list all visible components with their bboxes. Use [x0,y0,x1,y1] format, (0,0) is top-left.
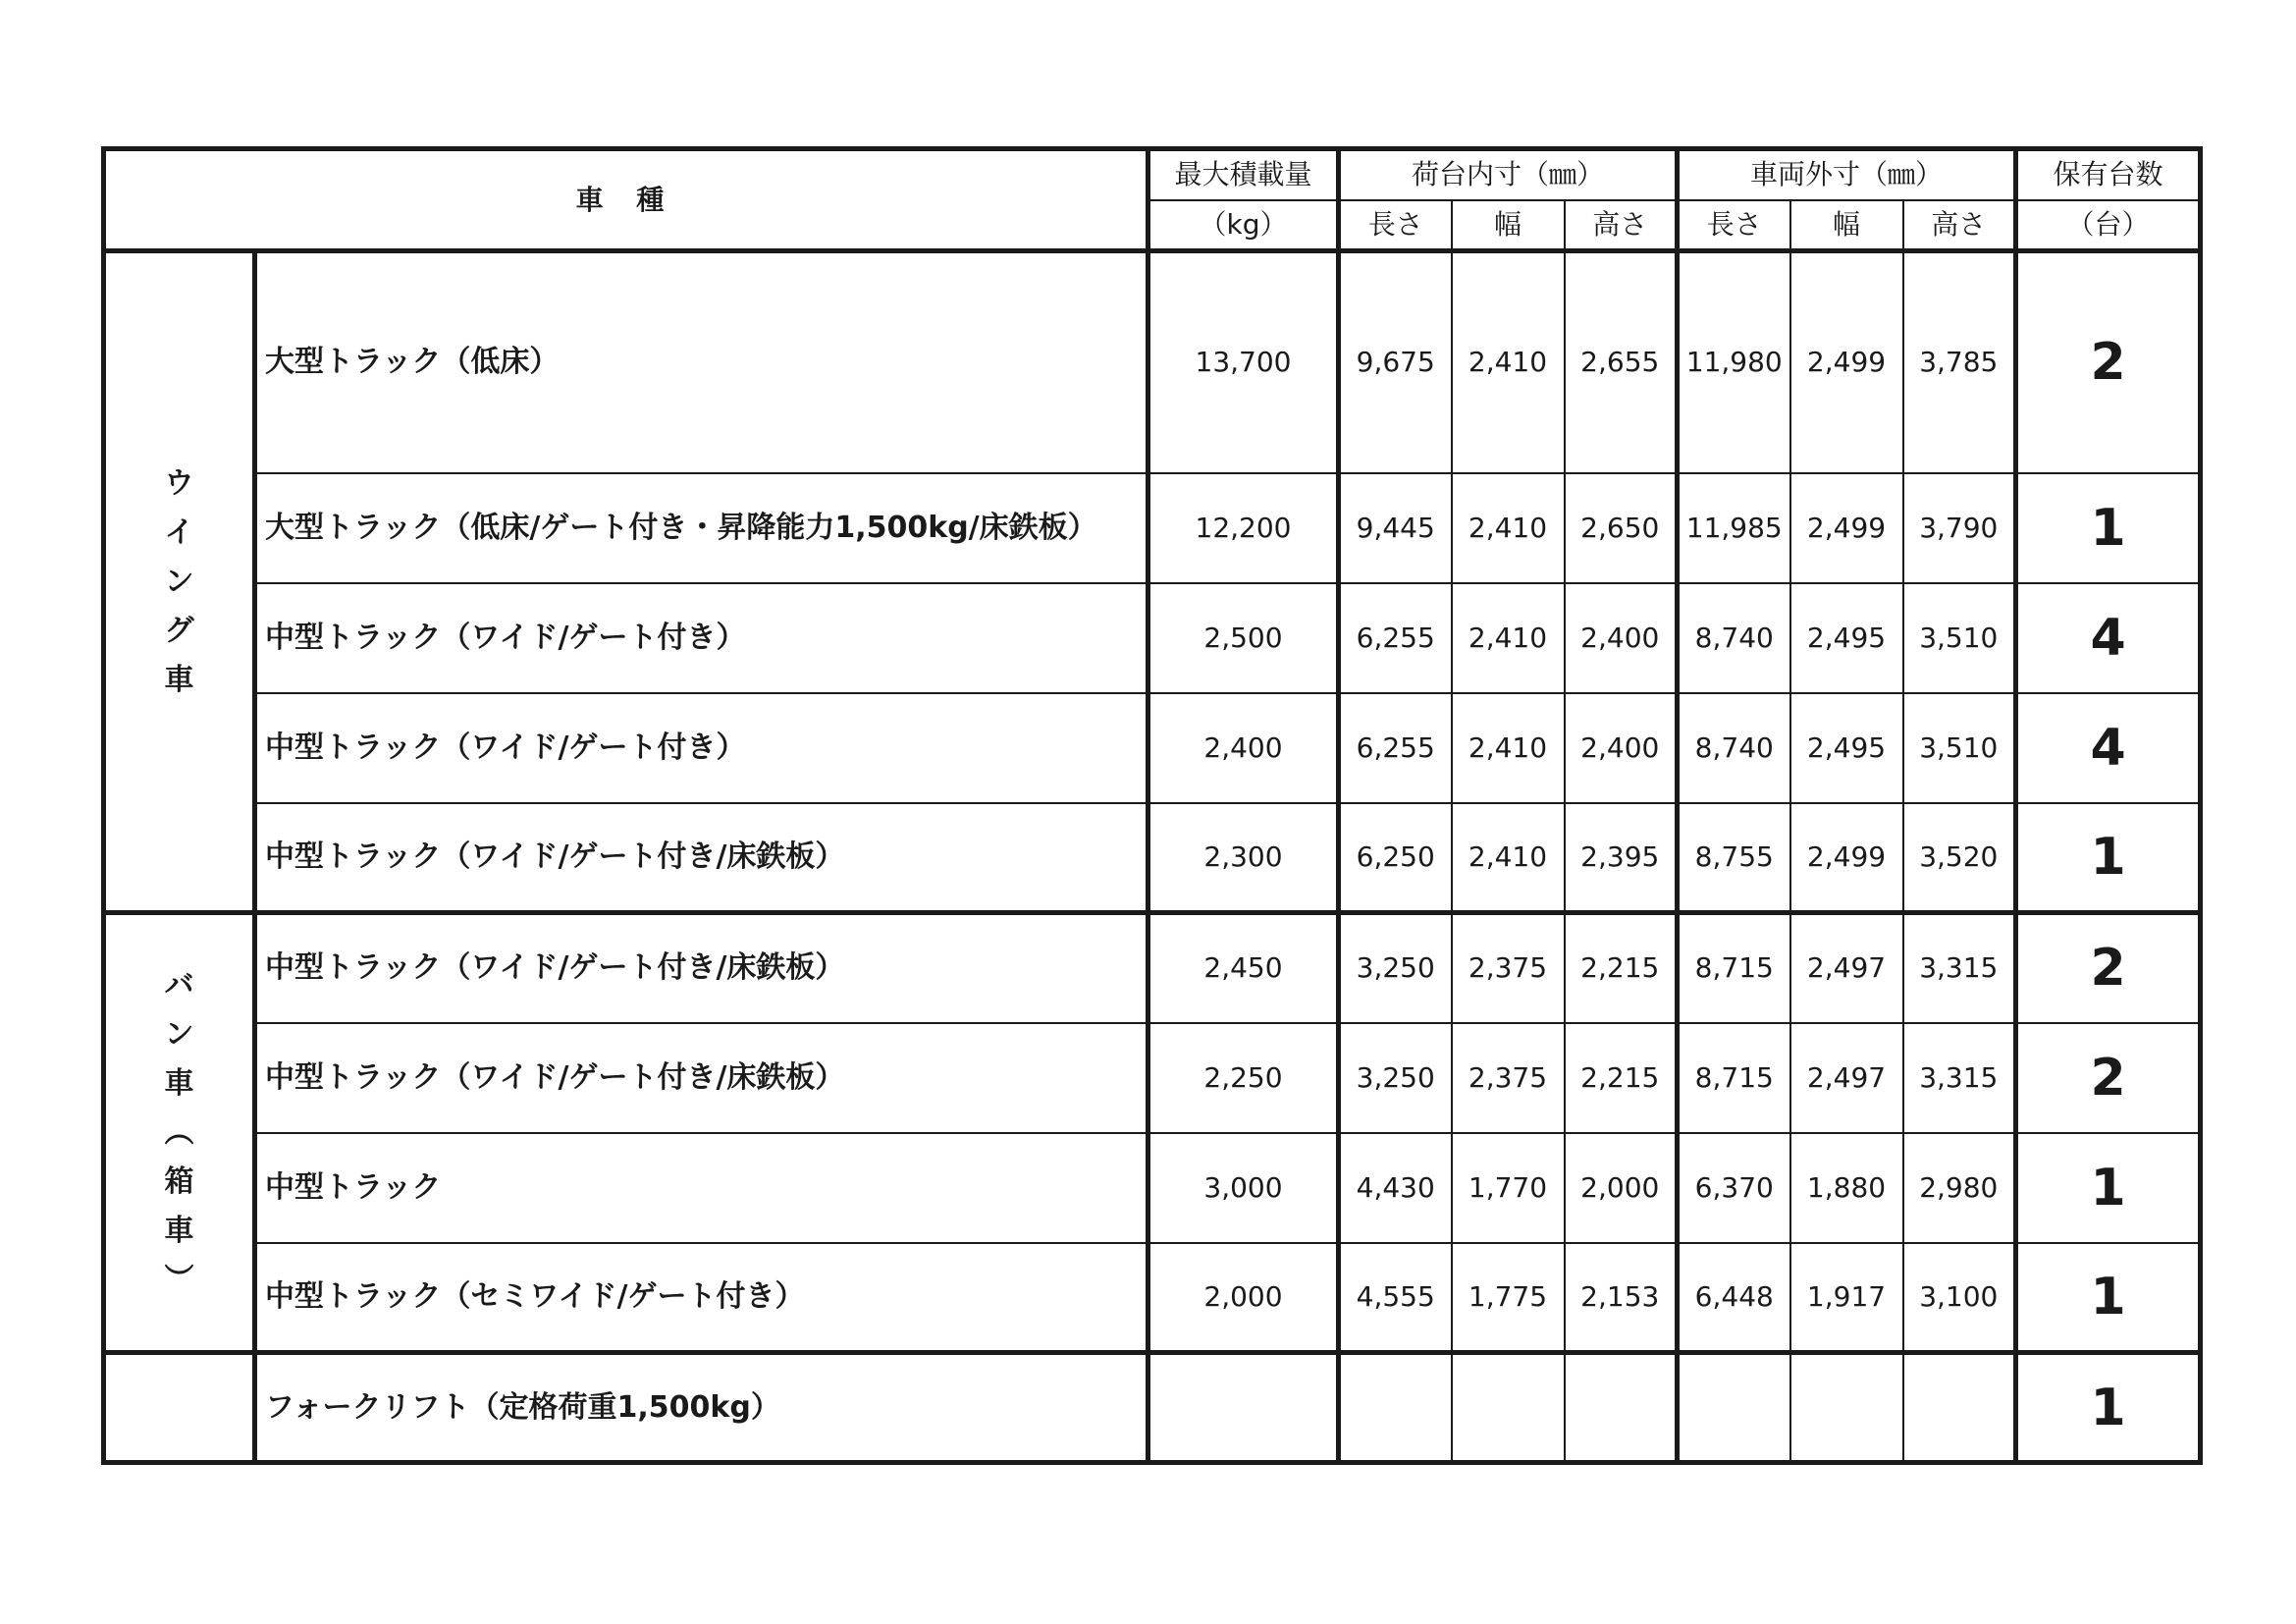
owned-count: 2 [2016,251,2201,473]
category-char: ン [164,564,194,599]
vehicle-name: 大型トラック（低床） [255,251,1148,473]
category-char: イ [164,514,194,550]
max-load: 2,400 [1148,693,1339,803]
outer-height [1903,1353,2016,1463]
max-load [1148,1353,1339,1463]
outer-length: 6,448 [1678,1243,1790,1353]
outer-width: 2,499 [1790,251,1903,473]
vehicle-name: 中型トラック [255,1133,1148,1243]
category-char: グ [164,613,194,648]
bed-length: 6,255 [1339,693,1452,803]
category-van [104,913,255,1353]
table-row [104,1023,2201,1133]
vehicle-fleet-table [101,146,2203,1465]
table-row [104,693,2201,803]
outer-height: 3,315 [1903,1023,2016,1133]
category-char: 車 [164,662,194,697]
outer-height: 3,790 [1903,473,2016,583]
table-row [104,1133,2201,1243]
outer-length: 11,985 [1678,473,1790,583]
outer-height: 2,980 [1903,1133,2016,1243]
category-char: バ [164,967,194,1002]
outer-width: 2,499 [1790,803,1903,913]
header-owned-unit: （台） [2016,200,2201,251]
header-outer-length: 長さ [1678,200,1790,251]
header-outer-height: 高さ [1903,200,2016,251]
header-vehicle-outer: 車両外寸（㎜） [1678,149,2016,200]
category-char: 車 [164,1065,194,1101]
bed-length: 3,250 [1339,1023,1452,1133]
outer-length: 8,715 [1678,913,1790,1023]
bed-width: 2,375 [1452,913,1565,1023]
header-outer-width: 幅 [1790,200,1903,251]
outer-width: 2,497 [1790,1023,1903,1133]
header-bed-height: 高さ [1565,200,1678,251]
vehicle-name: フォークリフト（定格荷重1,500kg） [255,1353,1148,1463]
category-char: 箱 [164,1164,194,1199]
category-char: ︶ [164,1262,194,1297]
outer-width: 2,495 [1790,693,1903,803]
header-bed-width: 幅 [1452,200,1565,251]
owned-count: 4 [2016,693,2201,803]
header-max-load-unit: （kg） [1148,200,1339,251]
header-max-load: 最大積載量 [1148,149,1339,200]
outer-length: 8,715 [1678,1023,1790,1133]
table-row [104,473,2201,583]
vehicle-name: 中型トラック（ワイド/ゲート付き/床鉄板） [255,803,1148,913]
bed-height: 2,650 [1565,473,1678,583]
category-char: ︵ [164,1114,194,1150]
max-load: 12,200 [1148,473,1339,583]
table-row [104,913,2201,1023]
outer-height: 3,510 [1903,693,2016,803]
bed-height: 2,215 [1565,1023,1678,1133]
bed-height: 2,400 [1565,583,1678,693]
bed-width: 2,410 [1452,693,1565,803]
outer-length: 6,370 [1678,1133,1790,1243]
outer-width: 2,495 [1790,583,1903,693]
bed-length: 6,255 [1339,583,1452,693]
table-row [104,803,2201,913]
vehicle-name: 中型トラック（ワイド/ゲート付き） [255,583,1148,693]
vehicle-name: 中型トラック（ワイド/ゲート付き/床鉄板） [255,913,1148,1023]
bed-length: 9,445 [1339,473,1452,583]
max-load: 2,250 [1148,1023,1339,1133]
header-owned: 保有台数 [2016,149,2201,200]
max-load: 2,000 [1148,1243,1339,1353]
outer-height: 3,785 [1903,251,2016,473]
header-vehicle-type: 車 種 [104,149,1148,251]
owned-count: 1 [2016,803,2201,913]
bed-height: 2,215 [1565,913,1678,1023]
outer-length: 11,980 [1678,251,1790,473]
vehicle-name: 中型トラック（ワイド/ゲート付き） [255,693,1148,803]
header-bed-inner: 荷台内寸（㎜） [1339,149,1678,200]
outer-width: 1,880 [1790,1133,1903,1243]
vehicle-name: 中型トラック（ワイド/ゲート付き/床鉄板） [255,1023,1148,1133]
bed-width: 1,770 [1452,1133,1565,1243]
owned-count: 1 [2016,473,2201,583]
bed-height: 2,000 [1565,1133,1678,1243]
category-wing [104,251,255,913]
outer-height: 3,100 [1903,1243,2016,1353]
bed-height: 2,655 [1565,251,1678,473]
outer-width: 2,499 [1790,473,1903,583]
outer-length [1678,1353,1790,1463]
outer-height: 3,510 [1903,583,2016,693]
bed-width: 1,775 [1452,1243,1565,1353]
bed-width [1452,1353,1565,1463]
bed-length: 4,555 [1339,1243,1452,1353]
owned-count: 2 [2016,913,2201,1023]
table-row [104,1353,2201,1463]
owned-count: 1 [2016,1353,2201,1463]
category-empty [104,1353,255,1463]
owned-count: 1 [2016,1243,2201,1353]
max-load: 2,300 [1148,803,1339,913]
bed-width: 2,410 [1452,251,1565,473]
table-row [104,1243,2201,1353]
bed-length: 6,250 [1339,803,1452,913]
bed-height: 2,395 [1565,803,1678,913]
owned-count: 4 [2016,583,2201,693]
bed-width: 2,410 [1452,803,1565,913]
category-char: ウ [164,465,194,501]
category-char: ン [164,1016,194,1052]
vehicle-name: 大型トラック（低床/ゲート付き・昇降能力1,500kg/床鉄板） [255,473,1148,583]
bed-length: 9,675 [1339,251,1452,473]
bed-length [1339,1353,1452,1463]
bed-width: 2,375 [1452,1023,1565,1133]
outer-width: 1,917 [1790,1243,1903,1353]
bed-length: 4,430 [1339,1133,1452,1243]
bed-height: 2,153 [1565,1243,1678,1353]
table-row [104,251,2201,473]
max-load: 13,700 [1148,251,1339,473]
vehicle-name: 中型トラック（セミワイド/ゲート付き） [255,1243,1148,1353]
bed-height: 2,400 [1565,693,1678,803]
bed-width: 2,410 [1452,473,1565,583]
outer-height: 3,520 [1903,803,2016,913]
outer-height: 3,315 [1903,913,2016,1023]
bed-height [1565,1353,1678,1463]
category-char: 車 [164,1213,194,1248]
max-load: 2,500 [1148,583,1339,693]
header-bed-length: 長さ [1339,200,1452,251]
outer-width [1790,1353,1903,1463]
max-load: 2,450 [1148,913,1339,1023]
outer-length: 8,755 [1678,803,1790,913]
owned-count: 2 [2016,1023,2201,1133]
table-row [104,583,2201,693]
outer-width: 2,497 [1790,913,1903,1023]
bed-length: 3,250 [1339,913,1452,1023]
owned-count: 1 [2016,1133,2201,1243]
max-load: 3,000 [1148,1133,1339,1243]
bed-width: 2,410 [1452,583,1565,693]
outer-length: 8,740 [1678,693,1790,803]
outer-length: 8,740 [1678,583,1790,693]
